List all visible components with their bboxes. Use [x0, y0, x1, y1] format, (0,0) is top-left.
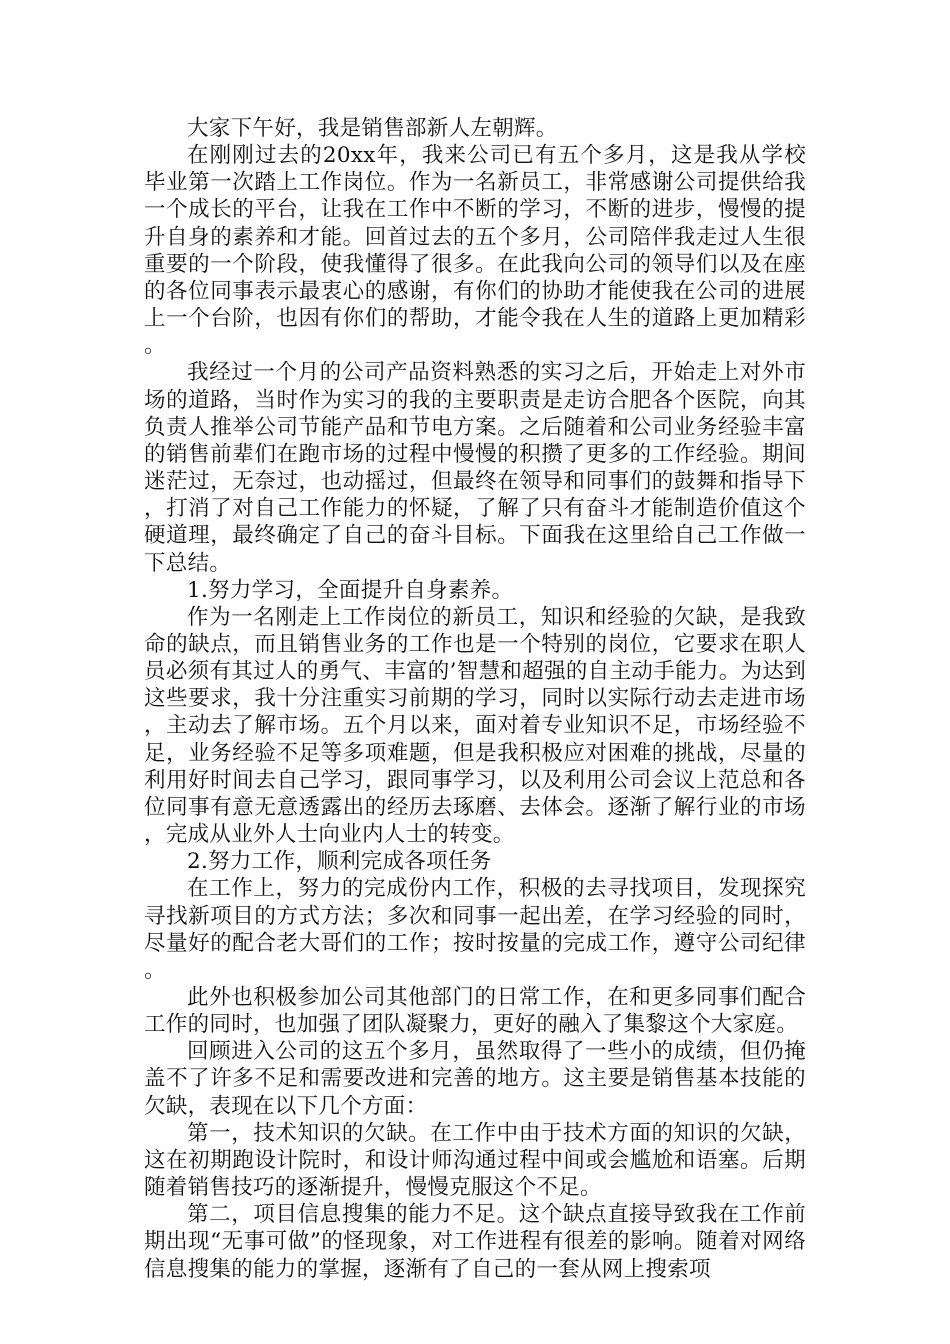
document-page: [144, 115, 806, 1283]
paragraph-experience: 我经过一个月的公司产品资料熟悉的实习之后，开始走上对外市场的道路，当时作为实习的我的主要职责是走访合肥各个医院，向其负责人推举公司节能产品和节电方案。之后随着和公司业务经验丰富的销售前辈们在跑市场的过程中慢慢的积攒了更多的工作经验。期间迷茫过，无奈过，也动摇过，但最终在领导和同事们的鼓舞和指导下，打消了对自己工作能力的怀疑，了解了只有奋斗才能制造价值这个硬道理，最终确定了自己的奋斗目标。下面我在这里给自己工作做一下总结。: [144, 360, 806, 576]
paragraph-work: 在工作上，努力的完成份内工作，积极的去寻找项目，发现探究寻找新项目的方式方法；多次和同事一起出差，在学习经验的同时，尽量好的配合老大哥们的工作；按时按量的完成工作，遵守公司纪律。: [144, 876, 806, 983]
paragraph-intro: 在刚刚过去的20xx年，我来公司已有五个多月，这是我从学校毕业第一次踏上工作岗位。作为一名新员工，非常感谢公司提供给我一个成长的平台，让我在工作中不断的学习，不断的进步，慢慢的提升自身的素养和才能。回首过去的五个多月，公司陪伴我走过人生很重要的一个阶段，使我懂得了很多。在此我向公司的领导们以及在座的各位同事表示最衷心的感谢，有你们的协助才能使我在公司的进展上一个台阶，也因有你们的帮助，才能令我在人生的道路上更加精彩。: [144, 143, 806, 359]
paragraph-study: 作为一名刚走上工作岗位的新员工，知识和经验的欠缺，是我致命的缺点，而且销售业务的工作也是一个特别的岗位，它要求在职人员必须有其过人的勇气、丰富的’智慧和超强的自主动手能力。为达到这些要求，我十分注重实习前期的学习，同时以实际行动去走进市场，主动去了解市场。五个月以来，面对着专业知识不足，市场经验不足，业务经验不足等多项难题，但是我积极应对困难的挑战，尽量的利用好时间去自己学习，跟同事学习，以及利用公司会议上范总和各位同事有意无意透露出的经历去琢磨、去体会。逐渐了解行业的市场，完成从业外人士向业内人士的转变。: [144, 604, 806, 848]
paragraph-second-weakness: 第二，项目信息搜集的能力不足。这个缺点直接导致我在工作前期出现“无事可做”的怪现象，对工作进程有很差的影响。随着对网络信息搜集的能力的掌握，逐渐有了自己的一套从网上搜索项: [144, 1202, 806, 1282]
section-heading-work: 2.努力工作，顺利完成各项任务: [187, 849, 492, 875]
section-heading-study: 1.努力学习，全面提升自身素养。: [187, 577, 514, 603]
paragraph-teamwork: 此外也积极参加公司其他部门的日常工作，在和更多同事们配合工作的同时，也加强了团队凝聚力，更好的融入了集黎这个大家庭。: [144, 985, 806, 1038]
paragraph-first-weakness: 第一，技术知识的欠缺。在工作中由于技术方面的知识的欠缺，这在初期跑设计院时，和设计师沟通过程中间或会尴尬和语塞。后期随着销售技巧的逐渐提升，慢慢克服这个不足。: [144, 1120, 806, 1201]
paragraph-review: 回顾进入公司的这五个多月，虽然取得了一些小的成绩，但仍掩盖不了许多不足和需要改进和完善的地方。这主要是销售基本技能的欠缺，表现在以下几个方面：: [144, 1039, 806, 1119]
paragraph-greeting: 大家下午好，我是销售部新人左朝辉。: [187, 116, 558, 141]
